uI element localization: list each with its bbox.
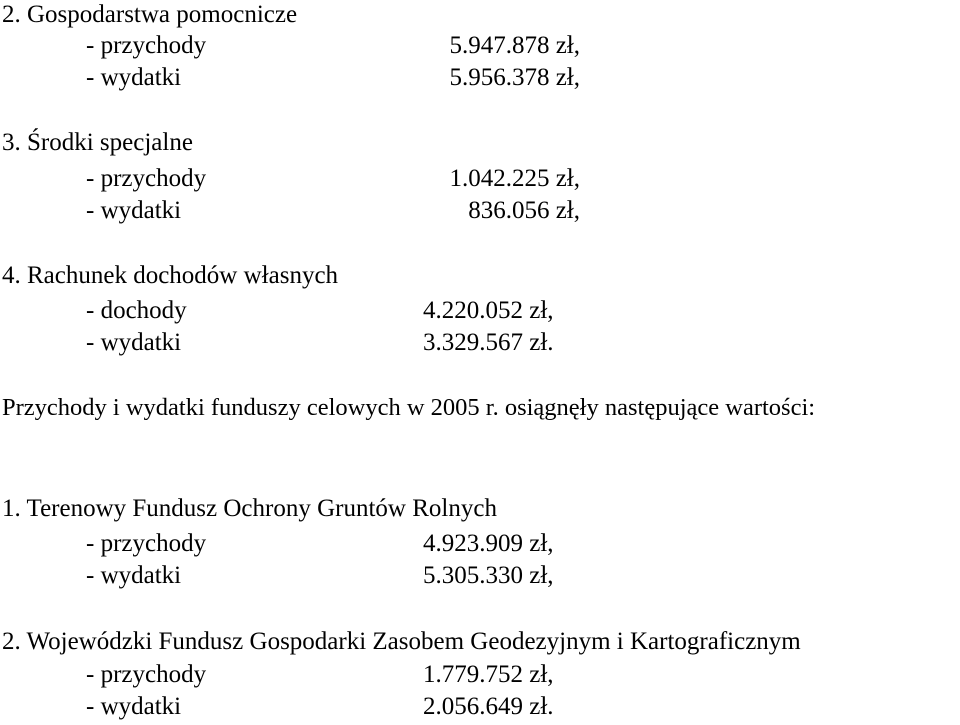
row-label: - wydatki [86, 693, 182, 720]
row-amount: 1.042.225 zł, [449, 165, 580, 192]
row-amount: 5.947.878 zł, [449, 32, 580, 59]
row-amount: 3.329.567 zł. [423, 329, 554, 356]
intro-paragraph: Przychody i wydatki funduszy celowych w 2005 r. osiągnęły następujące wartości: [2, 394, 816, 421]
section-heading-wojewodzki-fundusz: 2. Wojewódzki Fundusz Gospodarki Zasobem Geodezyjnym i Kartograficznym [2, 628, 801, 655]
row-amount: 4.220.052 zł, [423, 297, 554, 324]
row-label: - wydatki [86, 64, 182, 91]
section-heading-gospodarstwa: 2. Gospodarstwa pomocnicze [2, 1, 298, 28]
row-label: - wydatki [86, 329, 182, 356]
row-amount: 2.056.649 zł. [423, 693, 554, 720]
section-heading-rachunek: 4. Rachunek dochodów własnych [2, 262, 339, 289]
row-label: - wydatki [86, 562, 182, 589]
row-label: - dochody [86, 297, 187, 324]
row-amount: 836.056 zł, [468, 197, 580, 224]
row-amount: 1.779.752 zł, [423, 661, 554, 688]
section-heading-terenowy-fundusz: 1. Terenowy Fundusz Ochrony Gruntów Rolnych [2, 495, 497, 522]
row-label: - przychody [86, 165, 207, 192]
row-label: - przychody [86, 661, 207, 688]
row-amount: 5.956.378 zł, [449, 64, 580, 91]
section-heading-srodki-specjalne: 3. Środki specjalne [2, 129, 193, 156]
row-label: - przychody [86, 530, 207, 557]
row-amount: 4.923.909 zł, [423, 530, 554, 557]
row-label: - wydatki [86, 197, 182, 224]
row-label: - przychody [86, 32, 207, 59]
row-amount: 5.305.330 zł, [423, 562, 554, 589]
